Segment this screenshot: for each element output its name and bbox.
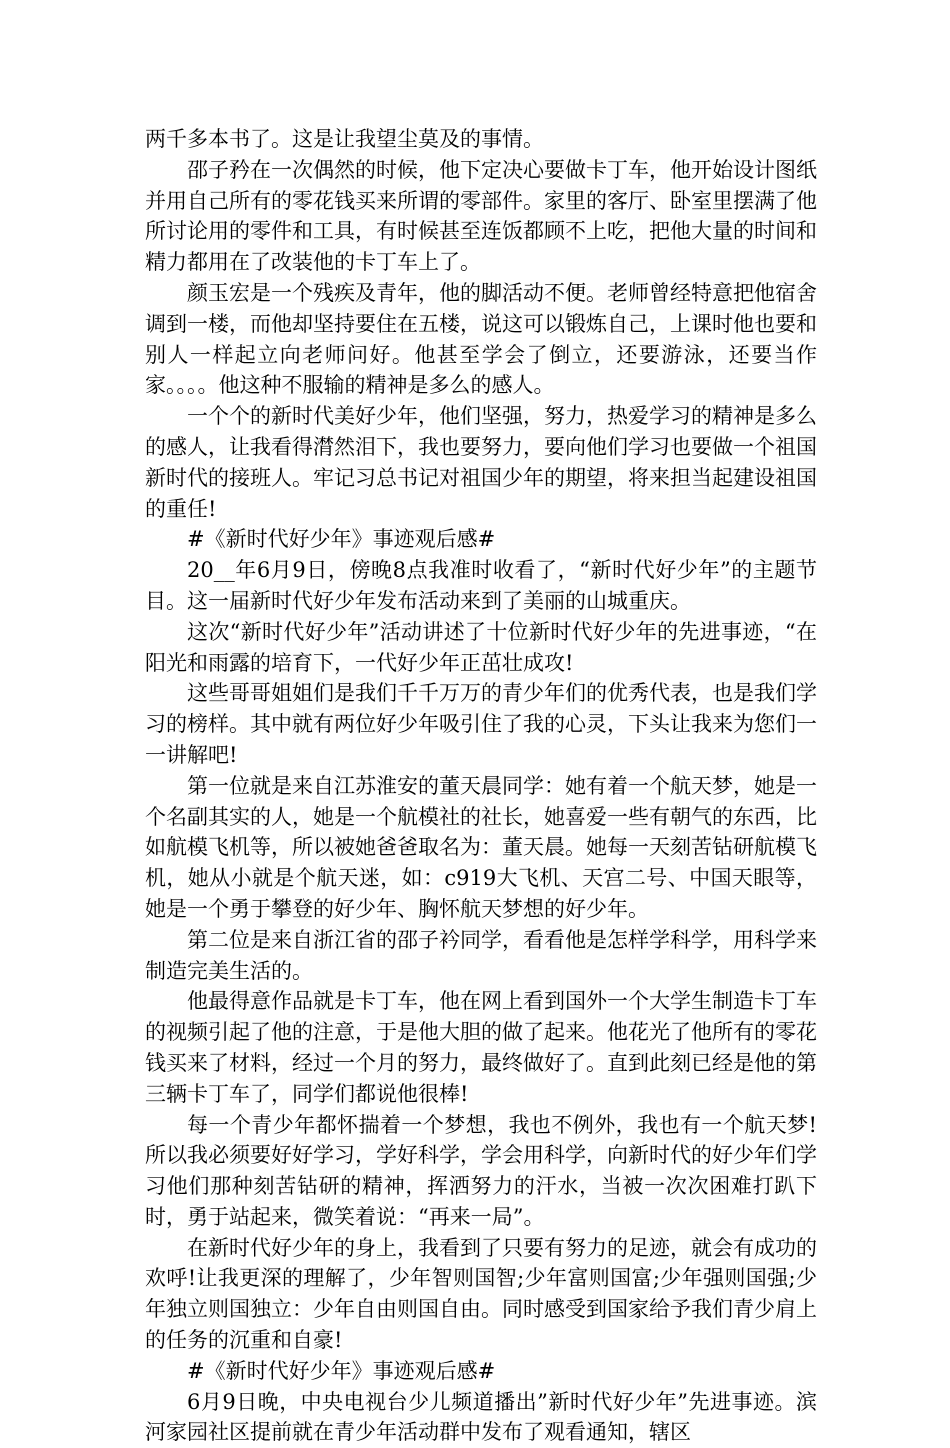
paragraph-11: 每一个青少年都怀揣着一个梦想，我也不例外，我也有一个航天梦!所以我必须要好好学习，学好科学，学会用科学，向新时代的好少年们学习他们那种刻苦钻研的精神，挥洒努力的汗水，当被一次次困难打趴下时，勇于站起来，微笑着说：“再来一局”。	[145, 1112, 817, 1229]
paragraph-7: 这些哥哥姐姐们是我们千千万万的青少年们的优秀代表，也是我们学习的榜样。其中就有两位好少年吸引住了我的心灵，下头让我来为您们一一讲解吧!	[145, 681, 817, 767]
document-page	[145, 124, 817, 1448]
paragraph-10: 他最得意作品就是卡丁车，他在网上看到国外一个大学生制造卡丁车的视频引起了他的注意，于是他大胆的做了起来。他花光了他所有的零花钱买来了材料，经过一个月的努力，最终做好了。直到此刻已经是他的第三辆卡丁车了，同学们都说他很棒!	[145, 989, 817, 1106]
section-heading-1: #《新时代好少年》事迹观后感#	[187, 527, 496, 552]
paragraph-5: 20__年6月9日，傍晚8点我准时收看了，“新时代好少年”的主题节目。这一届新时代好少年发布活动来到了美丽的山城重庆。	[145, 558, 817, 613]
paragraph-2: 邵子矜在一次偶然的时候，他下定决心要做卡丁车，他开始设计图纸并用自己所有的零花钱买来所谓的零部件。家里的客厅、卧室里摆满了他所讨论用的零件和工具，有时候甚至连饭都顾不上吃，把他大量的时间和精力都用在了改装他的卡丁车上了。	[145, 157, 817, 275]
paragraph-4: 一个个的新时代美好少年，他们坚强，努力，热爱学习的精神是多么的感人，让我看得潸然泪下，我也要努力，要向他们学习也要做一个祖国新时代的接班人。牢记习总书记对祖国少年的期望，将来担当起建设祖国的重任!	[145, 404, 817, 521]
paragraph-13: 6月9日晚，中央电视台少儿频道播出”新时代好少年”先进事迹。滨河家园社区提前就在青少年活动群中发布了观看通知，辖区	[145, 1389, 817, 1445]
paragraph-3: 颜玉宏是一个残疾及青年，他的脚活动不便。老师曾经特意把他宿舍调到一楼，而他却坚持要住在五楼，说这可以锻炼自己，上课时他也要和别人一样起立向老师问好。他甚至学会了倒立，还要游泳，还要当作家。。。。他这种不服输的精神是多么的感人。	[145, 280, 817, 398]
section-heading-2: #《新时代好少年》事迹观后感#	[187, 1358, 496, 1383]
paragraph-9: 第二位是来自浙江省的邵子衿同学，看看他是怎样学科学，用科学来制造完美生活的。	[145, 927, 817, 983]
paragraph-6: 这次“新时代好少年”活动讲述了十位新时代好少年的先进事迹，“在阳光和雨露的培育下，一代好少年正茁壮成攻!	[145, 619, 817, 675]
paragraph-1: 两千多本书了。这是让我望尘莫及的事情。	[145, 127, 544, 151]
paragraph-12: 在新时代好少年的身上，我看到了只要有努力的足迹，就会有成功的欢呼!让我更深的理解了，少年智则国智;少年富则国富;少年强则国强;少年独立则国独立：少年自由则国自由。同时感受到国家给予我们青少肩上的任务的沉重和自豪!	[145, 1235, 817, 1353]
paragraph-8: 第一位就是来自江苏淮安的董天晨同学：她有着一个航天梦，她是一个名副其实的人，她是一个航模社的社长，她喜爱一些有朝气的东西，比如航模飞机等，所以被她爸爸取名为：董天晨。她每一天刻苦钻研航模飞机，她从小就是个航天迷，如：c919大飞机、天宫二号、中国天眼等，她是一个勇于攀登的好少年、胸怀航天梦想的好少年。	[145, 773, 817, 921]
